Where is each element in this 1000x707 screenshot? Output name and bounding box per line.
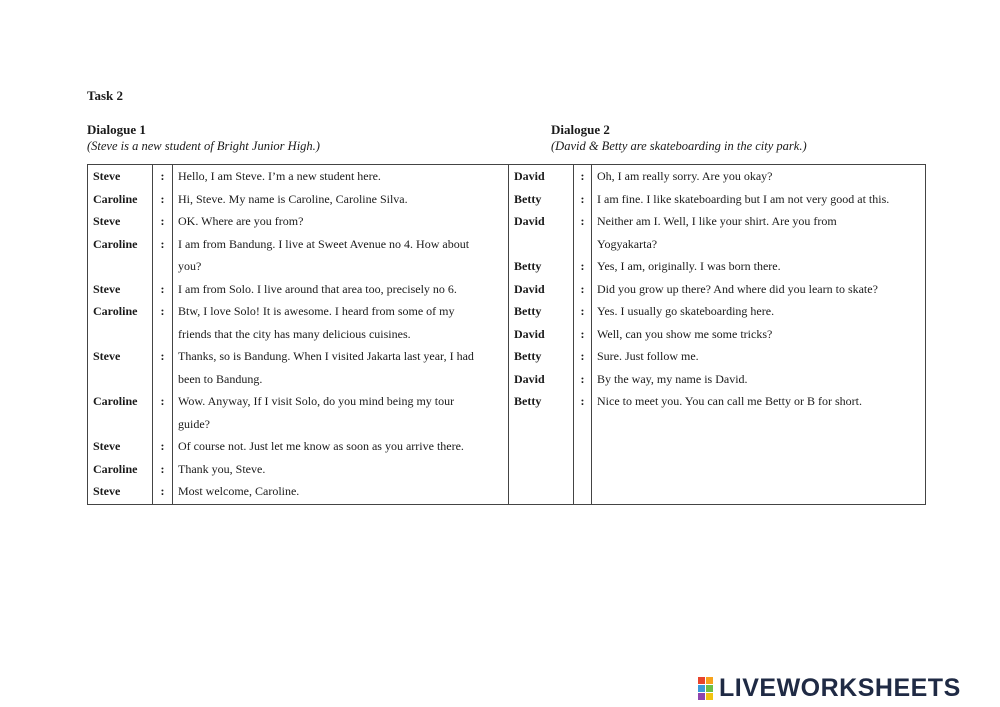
line-2: Oh, I am really sorry. Are you okay? — [592, 165, 926, 188]
speaker-2: Betty — [509, 300, 574, 323]
speaker-2: Betty — [509, 345, 574, 368]
line-2 — [592, 435, 926, 458]
line-2: Yes. I usually go skateboarding here. — [592, 300, 926, 323]
line-1: Hello, I am Steve. I’m a new student here. — [173, 165, 509, 188]
colon-2: : — [574, 188, 592, 211]
speaker-1 — [88, 323, 153, 346]
table-row — [88, 390, 926, 413]
colon-2 — [574, 480, 592, 503]
filler-cell — [509, 503, 574, 505]
colon-1: : — [153, 458, 173, 481]
line-1: OK. Where are you from? — [173, 210, 509, 233]
speaker-1: Caroline — [88, 300, 153, 323]
colon-1: : — [153, 165, 173, 188]
dialogue-1-subtitle: (Steve is a new student of Bright Junior High.) — [87, 139, 320, 153]
colon-1: : — [153, 233, 173, 256]
filler-cell — [173, 503, 509, 505]
speaker-1: Steve — [88, 210, 153, 233]
table-row — [88, 435, 926, 458]
line-2: Did you grow up there? And where did you learn to skate? — [592, 278, 926, 301]
colon-2: : — [574, 345, 592, 368]
speaker-2: David — [509, 165, 574, 188]
filler-cell — [153, 503, 173, 505]
colon-2: : — [574, 210, 592, 233]
colon-1 — [153, 413, 173, 436]
dialogue-2-header — [551, 122, 807, 154]
colon-2 — [574, 233, 592, 256]
colon-1: : — [153, 278, 173, 301]
line-2 — [592, 458, 926, 481]
filler-cell — [88, 503, 153, 505]
filler-cell — [592, 503, 926, 505]
line-2 — [592, 480, 926, 503]
line-1: friends that the city has many delicious cuisines. — [173, 323, 509, 346]
logo-square — [706, 677, 713, 684]
table-row — [88, 255, 926, 278]
speaker-1: Caroline — [88, 188, 153, 211]
colon-1: : — [153, 480, 173, 503]
line-2: Nice to meet you. You can call me Betty or B for short. — [592, 390, 926, 413]
line-1: Hi, Steve. My name is Caroline, Caroline Silva. — [173, 188, 509, 211]
colon-2: : — [574, 323, 592, 346]
line-1: been to Bandung. — [173, 368, 509, 391]
colon-1 — [153, 323, 173, 346]
speaker-1: Caroline — [88, 458, 153, 481]
line-1: Thank you, Steve. — [173, 458, 509, 481]
logo-squares-icon — [698, 677, 713, 700]
colon-1: : — [153, 390, 173, 413]
dialogue-2-title: Dialogue 2 — [551, 122, 610, 137]
line-2: Yes, I am, originally. I was born there. — [592, 255, 926, 278]
speaker-2 — [509, 480, 574, 503]
speaker-1: Steve — [88, 278, 153, 301]
line-1: I am from Solo. I live around that area too, precisely no 6. — [173, 278, 509, 301]
line-2: Yogyakarta? — [592, 233, 926, 256]
dialogue-1-title: Dialogue 1 — [87, 122, 146, 137]
logo-square — [706, 685, 713, 692]
line-1: Of course not. Just let me know as soon as you arrive there. — [173, 435, 509, 458]
speaker-1: Steve — [88, 480, 153, 503]
colon-2 — [574, 458, 592, 481]
speaker-1: Steve — [88, 345, 153, 368]
speaker-2 — [509, 458, 574, 481]
speaker-2: David — [509, 210, 574, 233]
speaker-1 — [88, 413, 153, 436]
colon-1: : — [153, 210, 173, 233]
logo-square — [698, 685, 705, 692]
colon-2: : — [574, 278, 592, 301]
table-row — [88, 233, 926, 256]
speaker-2: David — [509, 368, 574, 391]
line-1: I am from Bandung. I live at Sweet Avenue no 4. How about — [173, 233, 509, 256]
logo-square — [698, 693, 705, 700]
logo-square — [706, 693, 713, 700]
line-1: Thanks, so is Bandung. When I visited Jakarta last year, I had — [173, 345, 509, 368]
table-row — [88, 413, 926, 436]
colon-2: : — [574, 390, 592, 413]
table-row — [88, 368, 926, 391]
line-2: Neither am I. Well, I like your shirt. Are you from — [592, 210, 926, 233]
colon-2 — [574, 435, 592, 458]
speaker-2: David — [509, 278, 574, 301]
speaker-1: Steve — [88, 165, 153, 188]
line-2: Sure. Just follow me. — [592, 345, 926, 368]
dialogue-1-header — [87, 122, 320, 154]
colon-1: : — [153, 435, 173, 458]
filler-cell — [574, 503, 592, 505]
colon-1 — [153, 255, 173, 278]
colon-2: : — [574, 368, 592, 391]
colon-2: : — [574, 165, 592, 188]
table-row — [88, 300, 926, 323]
table-row — [88, 458, 926, 481]
line-1: you? — [173, 255, 509, 278]
line-2 — [592, 413, 926, 436]
colon-1 — [153, 368, 173, 391]
table-row — [88, 323, 926, 346]
colon-2: : — [574, 255, 592, 278]
speaker-1: Caroline — [88, 390, 153, 413]
colon-1: : — [153, 188, 173, 211]
table-row — [88, 480, 926, 503]
colon-2: : — [574, 300, 592, 323]
liveworksheets-logo — [698, 674, 961, 703]
dialogue-2-subtitle: (David & Betty are skateboarding in the city park.) — [551, 139, 807, 153]
speaker-1: Steve — [88, 435, 153, 458]
table-row — [88, 165, 926, 188]
colon-2 — [574, 413, 592, 436]
speaker-2 — [509, 413, 574, 436]
line-1: Wow. Anyway, If I visit Solo, do you mind being my tour — [173, 390, 509, 413]
table-row — [88, 188, 926, 211]
line-1: Most welcome, Caroline. — [173, 480, 509, 503]
line-2: I am fine. I like skateboarding but I am not very good at this. — [592, 188, 926, 211]
speaker-2: Betty — [509, 255, 574, 278]
speaker-1 — [88, 368, 153, 391]
colon-1: : — [153, 300, 173, 323]
speaker-1 — [88, 255, 153, 278]
logo-text: LIVEWORKSHEETS — [719, 674, 961, 702]
table-row — [88, 345, 926, 368]
table-row — [88, 210, 926, 233]
speaker-2: Betty — [509, 390, 574, 413]
logo-square — [698, 677, 705, 684]
table-row — [88, 278, 926, 301]
colon-1: : — [153, 345, 173, 368]
speaker-2: David — [509, 323, 574, 346]
speaker-1: Caroline — [88, 233, 153, 256]
line-2: By the way, my name is David. — [592, 368, 926, 391]
line-1: guide? — [173, 413, 509, 436]
dialogue-table — [87, 164, 926, 505]
table-filler-row — [88, 503, 926, 505]
speaker-2: Betty — [509, 188, 574, 211]
task-title: Task 2 — [87, 88, 124, 103]
speaker-2 — [509, 233, 574, 256]
line-2: Well, can you show me some tricks? — [592, 323, 926, 346]
speaker-2 — [509, 435, 574, 458]
line-1: Btw, I love Solo! It is awesome. I heard from some of my — [173, 300, 509, 323]
